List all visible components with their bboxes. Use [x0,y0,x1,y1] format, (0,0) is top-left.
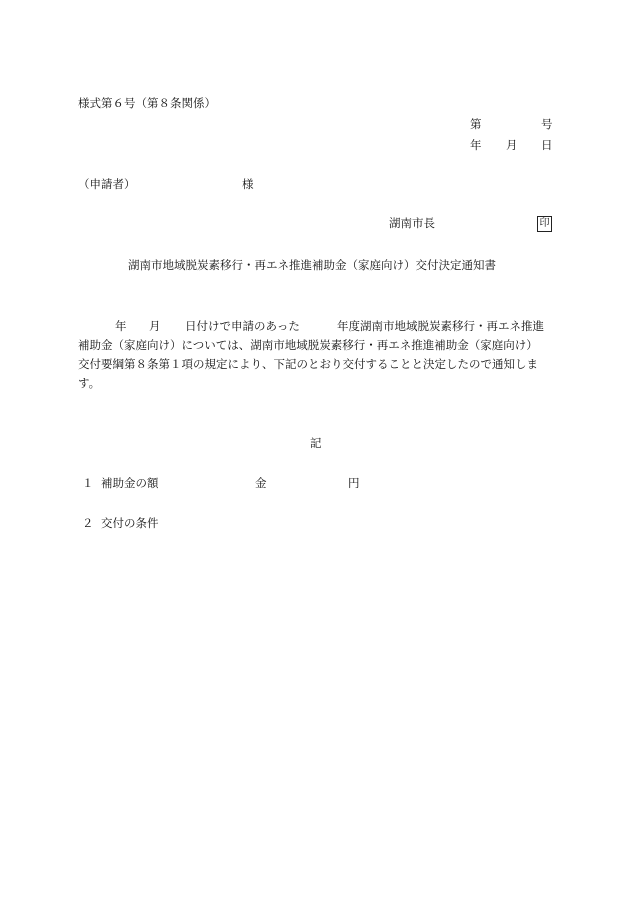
body-month: 月 [149,319,161,333]
body-line-2: 補助金（家庭向け）については、湖南市地域脱炭素移行・再エネ推進補助金（家庭向け） [78,338,538,352]
recipient-label: （申請者） [78,177,136,191]
item-2-number: ２ [82,516,94,530]
body-line-3: 交付要綱第８条第１項の規定により、下記のとおり交付することと決定したので通知しま [78,357,538,371]
doc-number-prefix: 第 [470,117,482,131]
item-1-yen: 円 [348,476,360,490]
date-year: 年 [470,138,482,152]
body-line-4: す。 [78,376,101,390]
issuer-title: 湖南市長 [389,216,435,230]
recipient-honorific: 様 [242,177,254,191]
body-year: 年 [115,319,127,333]
seal-mark: 印 [537,216,552,232]
item-1-label: 補助金の額 [101,476,159,490]
item-2-label: 交付の条件 [101,516,159,530]
date-month: 月 [506,138,518,152]
ki-heading: 記 [310,436,322,450]
date-day: 日 [541,138,553,152]
doc-number-suffix: 号 [541,117,553,131]
body-text-2: 年度湖南市地域脱炭素移行・再エネ推進 [337,319,544,333]
document-title: 湖南市地域脱炭素移行・再エネ推進補助金（家庭向け）交付決定通知書 [128,258,496,272]
form-number: 様式第６号（第８条関係） [78,96,216,110]
item-1-kin: 金 [255,476,267,490]
body-text-1: 日付けで申請のあった [185,319,300,333]
item-1-number: １ [82,476,94,490]
